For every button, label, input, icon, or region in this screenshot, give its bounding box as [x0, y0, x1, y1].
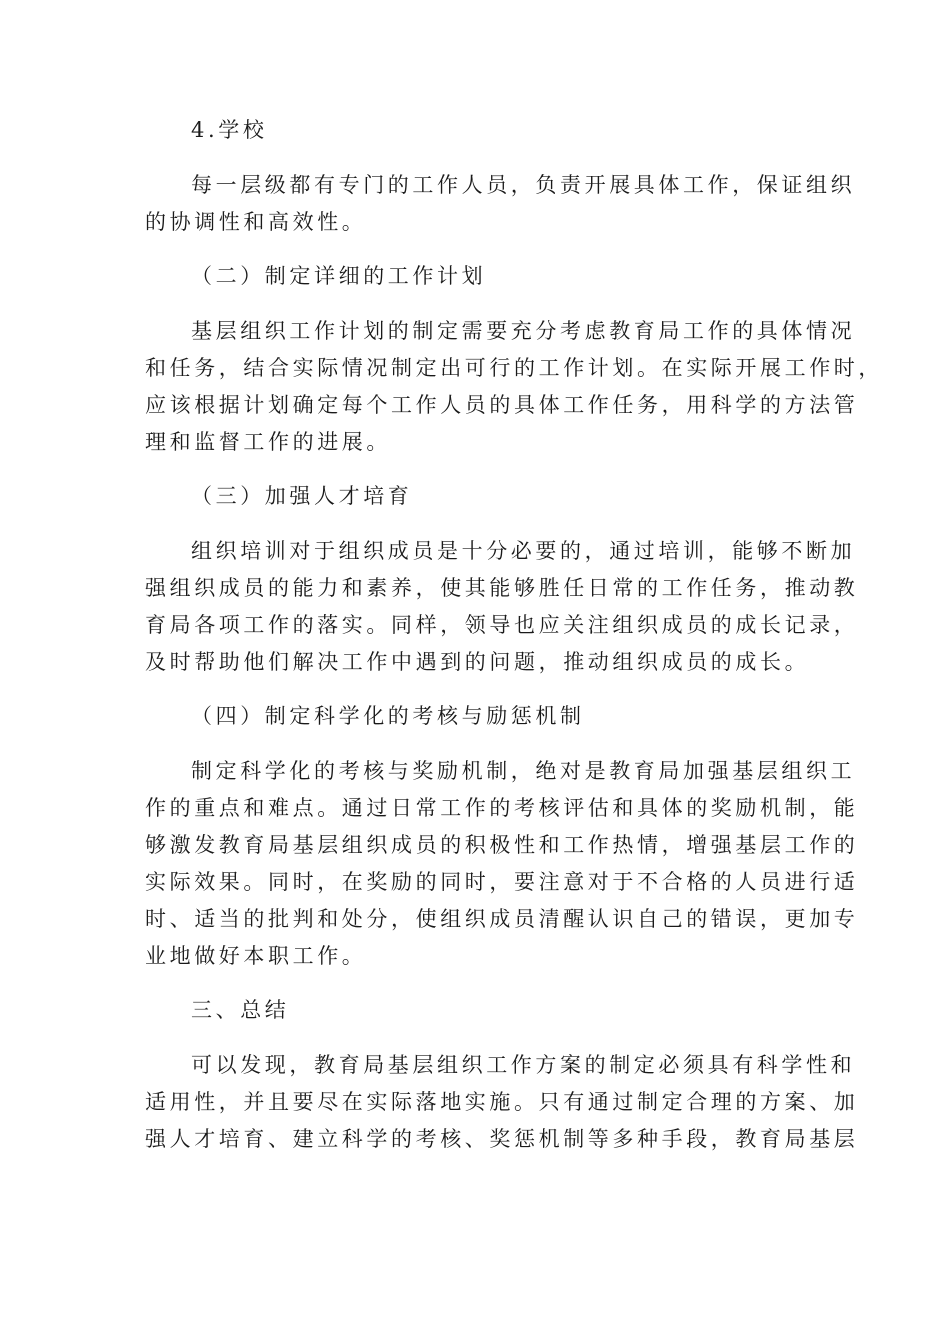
- paragraph-line: 强人才培育、建立科学的考核、奖惩机制等多种手段，教育局基层: [145, 1127, 859, 1151]
- paragraph-line: 及时帮助他们解决工作中遇到的问题，推动组织成员的成长。: [145, 650, 810, 674]
- paragraph-line: 和任务，结合实际情况制定出可行的工作计划。在实际开展工作时，: [145, 356, 883, 380]
- paragraph-line: 每一层级都有专门的工作人员，负责开展具体工作，保证组织: [191, 173, 856, 197]
- paragraph-line: 强组织成员的能力和素养，使其能够胜任日常的工作任务，推动教: [145, 576, 859, 600]
- paragraph-line: 够激发教育局基层组织成员的积极性和工作热情，增强基层工作的: [145, 833, 859, 857]
- section-heading: （三）加强人才培育: [191, 484, 413, 508]
- paragraph-line: 组织培训对于组织成员是十分必要的，通过培训，能够不断加: [191, 539, 856, 563]
- paragraph-line: 制定科学化的考核与奖励机制，绝对是教育局加强基层组织工: [191, 759, 856, 783]
- paragraph-line: 理和监督工作的进展。: [145, 430, 391, 454]
- paragraph-line: 应该根据计划确定每个工作人员的具体工作任务，用科学的方法管: [145, 393, 859, 417]
- paragraph-line: 育局各项工作的落实。同样，领导也应关注组织成员的成长记录，: [145, 613, 859, 637]
- paragraph-line: 实际效果。同时，在奖励的同时，要注意对于不合格的人员进行适: [145, 870, 859, 894]
- section-heading: （二）制定详细的工作计划: [191, 264, 487, 288]
- paragraph-line: 的协调性和高效性。: [145, 210, 367, 234]
- paragraph-line: 适用性，并且要尽在实际落地实施。只有通过制定合理的方案、加: [145, 1090, 859, 1114]
- paragraph-line: 时、适当的批判和处分，使组织成员清醒认识自己的错误，更加专: [145, 907, 859, 931]
- paragraph-line: 作的重点和难点。通过日常工作的考核评估和具体的奖励机制，能: [145, 796, 859, 820]
- paragraph-line: 基层组织工作计划的制定需要充分考虑教育局工作的具体情况: [191, 319, 856, 343]
- section-heading: （四）制定科学化的考核与励惩机制: [191, 704, 585, 728]
- paragraph-line: 可以发现，教育局基层组织工作方案的制定必须具有科学性和: [191, 1053, 856, 1077]
- list-heading-school: 4.学校: [191, 118, 268, 142]
- section-heading: 三、总结: [191, 998, 290, 1022]
- paragraph-line: 业地做好本职工作。: [145, 944, 367, 968]
